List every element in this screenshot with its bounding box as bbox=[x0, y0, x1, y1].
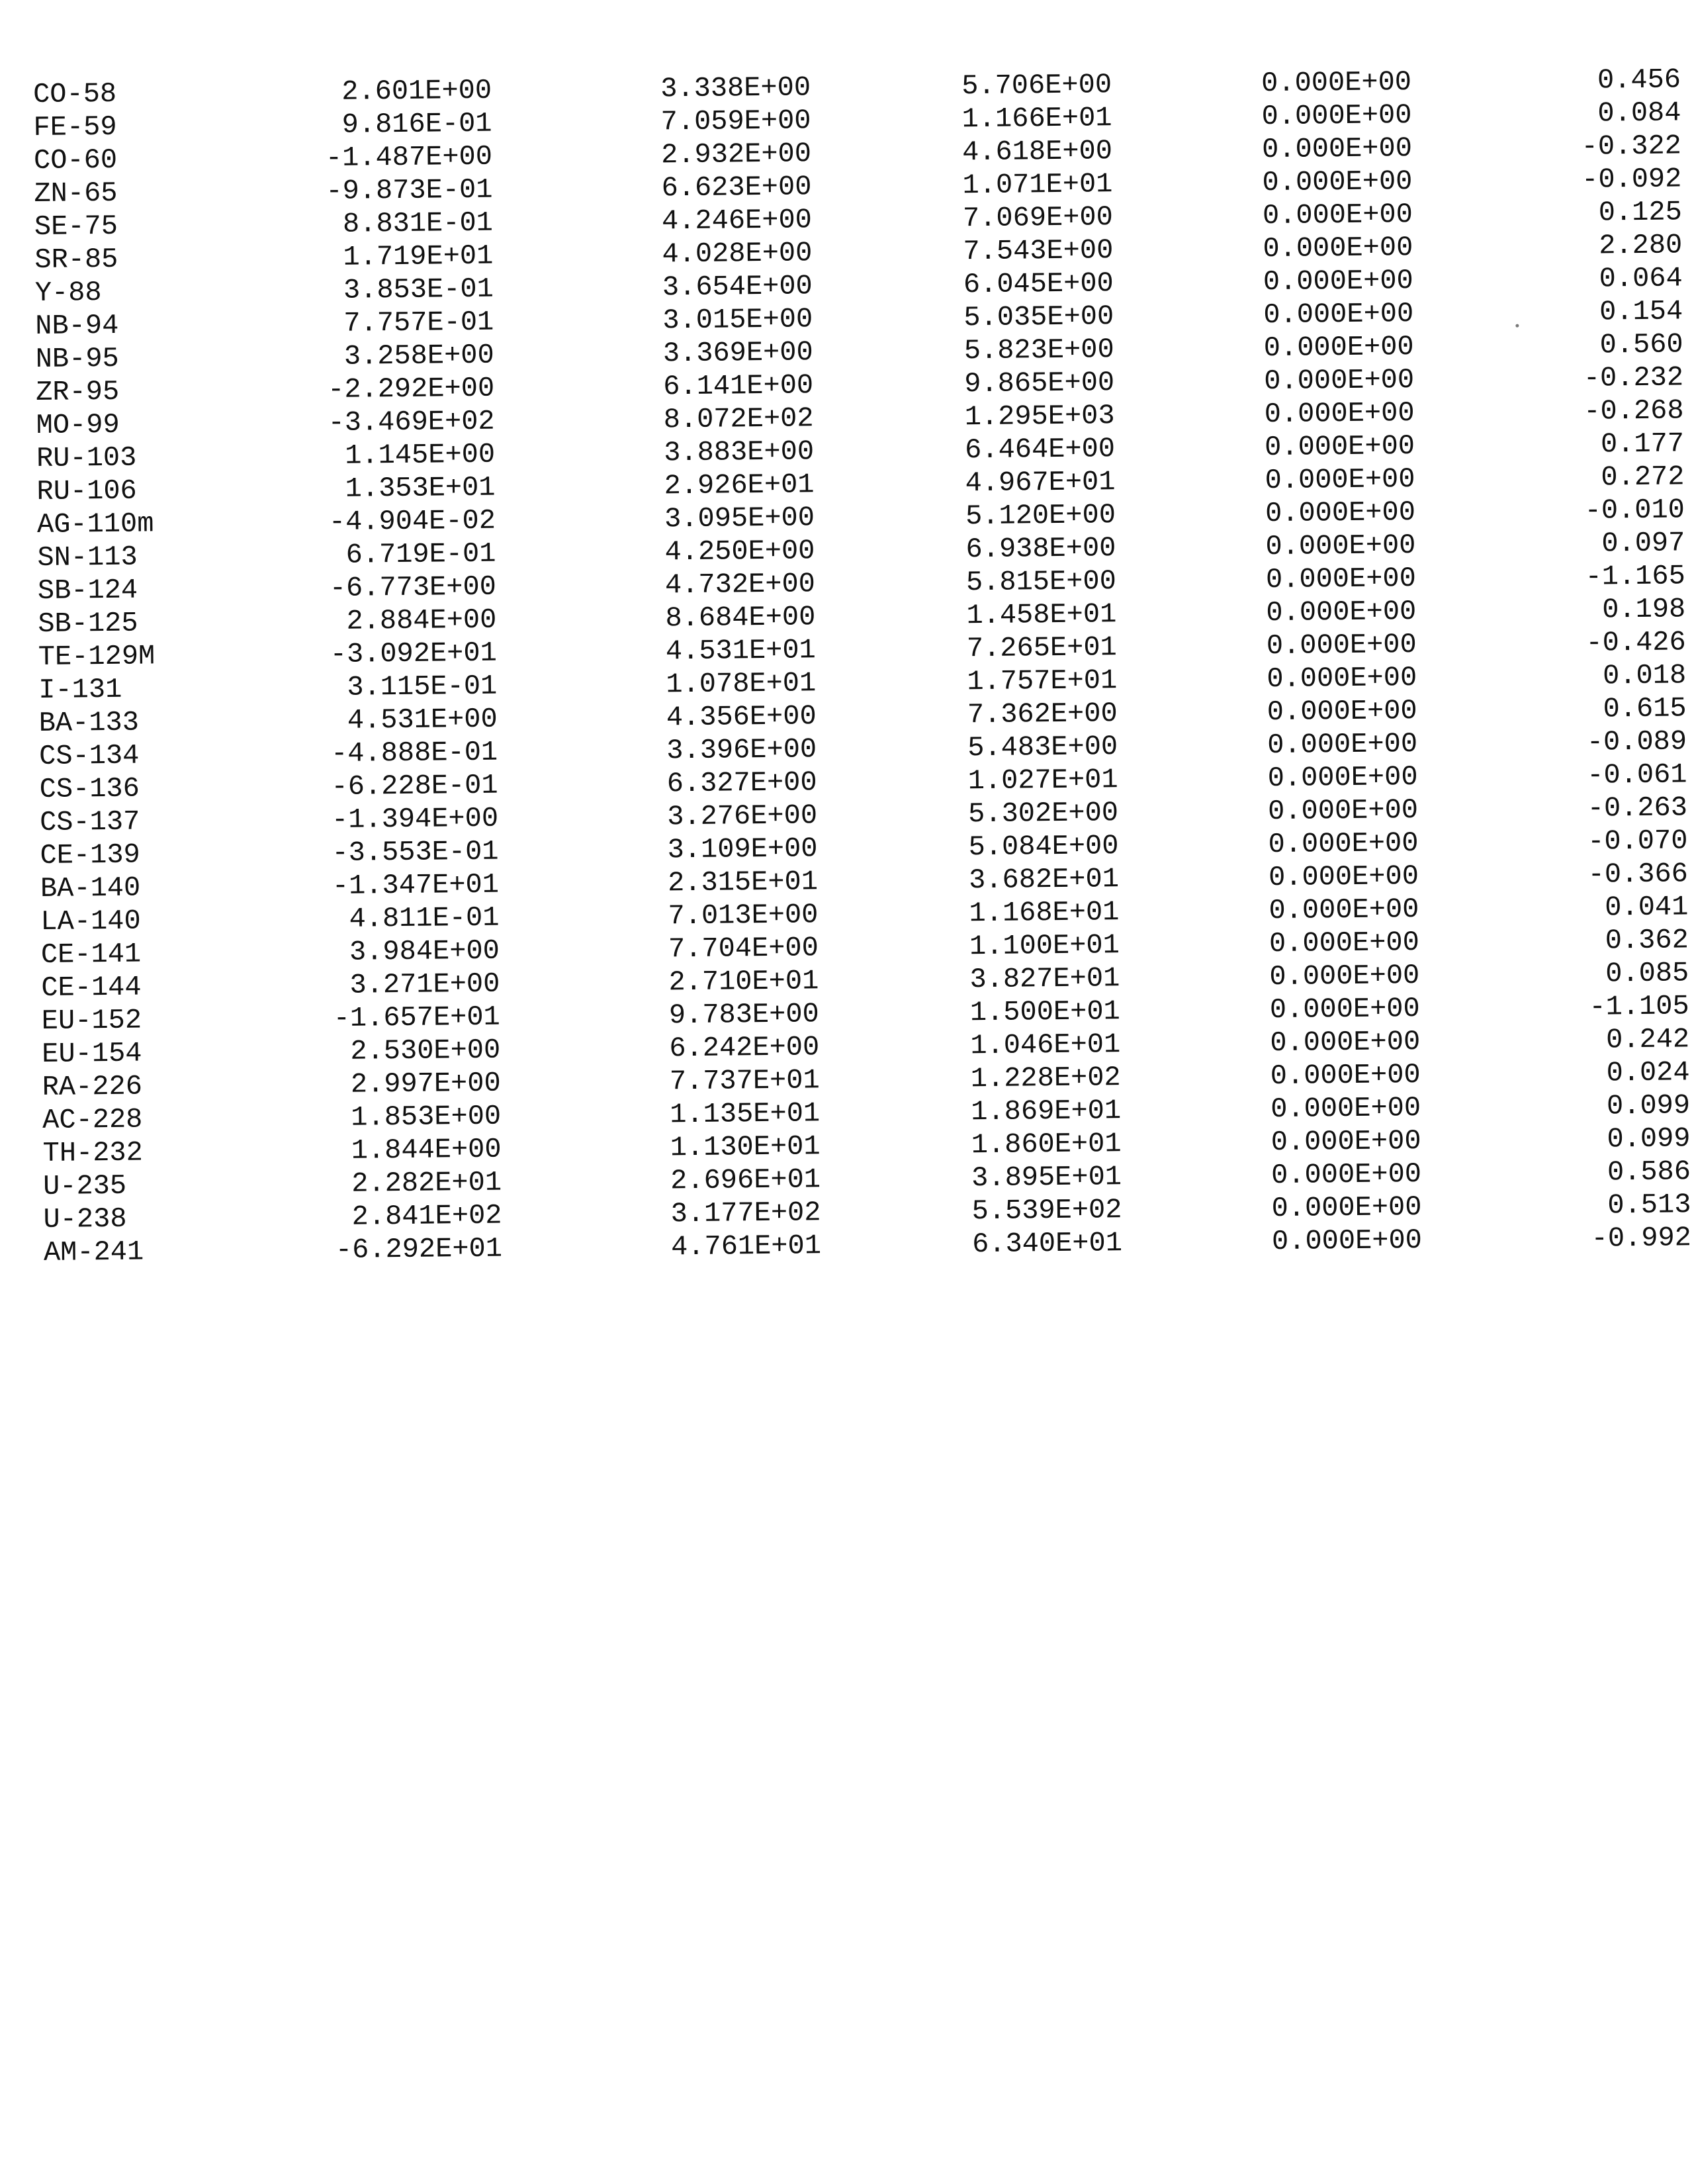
nuclide-name-cell: BA-140 bbox=[40, 872, 141, 905]
value-cell: 0.513 bbox=[1607, 1189, 1691, 1222]
value-cell: -0.061 bbox=[1587, 758, 1687, 792]
value-cell: -0.426 bbox=[1585, 626, 1686, 659]
value-cell: 0.000E+00 bbox=[1264, 364, 1415, 398]
value-cell: 4.356E+00 bbox=[666, 700, 817, 734]
nuclide-name-cell: SE-75 bbox=[34, 210, 118, 243]
value-cell: 7.362E+00 bbox=[967, 698, 1118, 731]
value-cell: 0.000E+00 bbox=[1261, 66, 1412, 100]
value-cell: 7.059E+00 bbox=[660, 105, 811, 138]
value-cell: -1.347E+01 bbox=[332, 868, 500, 902]
value-cell: -1.657E+01 bbox=[333, 1001, 501, 1034]
nuclide-name-cell: Y-88 bbox=[34, 277, 102, 309]
value-cell: 2.696E+01 bbox=[670, 1163, 821, 1197]
value-cell: 2.282E+01 bbox=[351, 1166, 502, 1200]
value-cell: 0.099 bbox=[1606, 1089, 1691, 1122]
value-cell: 7.069E+00 bbox=[962, 201, 1114, 235]
nuclide-name-cell: I-131 bbox=[38, 673, 122, 706]
value-cell: 3.396E+00 bbox=[666, 733, 817, 767]
nuclide-name-cell: TH-232 bbox=[42, 1136, 144, 1169]
value-cell: 1.168E+01 bbox=[969, 896, 1120, 930]
value-cell: -3.553E-01 bbox=[332, 835, 499, 869]
value-cell: 2.997E+00 bbox=[350, 1067, 501, 1101]
value-cell: 0.000E+00 bbox=[1267, 728, 1418, 762]
value-cell: 0.018 bbox=[1602, 659, 1687, 692]
nuclide-name-cell: ZN-65 bbox=[34, 177, 118, 210]
value-cell: 1.869E+01 bbox=[971, 1095, 1122, 1128]
value-cell: 0.362 bbox=[1605, 924, 1689, 957]
value-cell: -6.773E+00 bbox=[329, 570, 497, 604]
value-cell: 2.710E+01 bbox=[668, 965, 819, 999]
value-cell: 0.024 bbox=[1606, 1056, 1690, 1089]
value-cell: 9.865E+00 bbox=[964, 367, 1115, 400]
value-cell: 6.141E+00 bbox=[663, 369, 814, 403]
value-cell: 0.615 bbox=[1603, 692, 1687, 725]
value-cell: 0.000E+00 bbox=[1261, 99, 1412, 133]
nuclide-name-cell: ZR-95 bbox=[35, 375, 120, 408]
nuclide-name-cell: EU-154 bbox=[42, 1037, 142, 1070]
value-cell: 1.757E+01 bbox=[967, 664, 1118, 698]
value-cell: 5.483E+00 bbox=[967, 731, 1118, 764]
value-cell: 3.827E+01 bbox=[969, 962, 1120, 996]
value-cell: 7.757E-01 bbox=[343, 306, 494, 340]
value-cell: 5.815E+00 bbox=[965, 565, 1117, 599]
value-cell: 1.500E+01 bbox=[969, 995, 1120, 1029]
nuclide-name-cell: U-238 bbox=[43, 1203, 127, 1236]
value-cell: 7.543E+00 bbox=[963, 234, 1114, 268]
value-cell: 6.327E+00 bbox=[666, 766, 817, 800]
value-cell: 3.258E+00 bbox=[343, 339, 494, 373]
value-cell: -6.228E-01 bbox=[331, 769, 498, 803]
value-cell: -4.888E-01 bbox=[330, 736, 498, 770]
value-cell: 4.531E+01 bbox=[665, 634, 817, 668]
value-cell: 4.732E+00 bbox=[664, 568, 816, 602]
value-cell: 3.654E+00 bbox=[662, 270, 813, 304]
value-cell: -0.070 bbox=[1587, 825, 1688, 858]
value-cell: -0.010 bbox=[1584, 494, 1685, 527]
value-cell: 0.000E+00 bbox=[1271, 1224, 1423, 1258]
nuclide-name-cell: SB-125 bbox=[38, 607, 138, 640]
value-cell: 0.154 bbox=[1599, 295, 1683, 328]
value-cell: 7.737E+01 bbox=[669, 1064, 820, 1098]
value-cell: 1.145E+00 bbox=[345, 438, 496, 472]
nuclide-name-cell: RA-226 bbox=[42, 1070, 143, 1103]
value-cell: 6.045E+00 bbox=[963, 267, 1114, 301]
value-cell: -9.873E-01 bbox=[326, 173, 493, 207]
value-cell: 3.883E+00 bbox=[664, 435, 815, 469]
value-cell: 0.000E+00 bbox=[1261, 132, 1413, 166]
nuclide-name-cell: SR-85 bbox=[34, 243, 118, 276]
value-cell: -1.165 bbox=[1585, 560, 1686, 593]
value-cell: -0.366 bbox=[1587, 858, 1689, 891]
value-cell: 3.984E+00 bbox=[349, 934, 500, 968]
nuclide-name-cell: CS-134 bbox=[38, 739, 140, 772]
value-cell: 0.000E+00 bbox=[1270, 1026, 1421, 1060]
value-cell: 0.000E+00 bbox=[1269, 993, 1420, 1026]
nuclide-name-cell: CO-60 bbox=[33, 144, 118, 177]
nuclide-results-table bbox=[0, 63, 1694, 1269]
value-cell: 0.000E+00 bbox=[1270, 1059, 1421, 1093]
value-cell: 0.084 bbox=[1597, 97, 1681, 130]
value-cell: 4.967E+01 bbox=[965, 466, 1116, 500]
value-cell: 0.000E+00 bbox=[1262, 165, 1413, 199]
value-cell: 0.000E+00 bbox=[1263, 265, 1413, 298]
value-cell: 3.015E+00 bbox=[662, 303, 813, 337]
value-cell: 0.000E+00 bbox=[1268, 860, 1419, 894]
value-cell: 0.097 bbox=[1601, 527, 1685, 560]
nuclide-name-cell: BA-133 bbox=[38, 706, 140, 739]
value-cell: -4.904E-02 bbox=[328, 504, 496, 538]
value-cell: 3.853E-01 bbox=[343, 273, 494, 306]
value-cell: 3.682E+01 bbox=[968, 863, 1120, 897]
value-cell: 1.228E+02 bbox=[970, 1062, 1121, 1095]
value-cell: -3.092E+01 bbox=[330, 637, 498, 670]
nuclide-name-cell: AC-228 bbox=[42, 1103, 143, 1136]
value-cell: 0.000E+00 bbox=[1264, 430, 1415, 464]
value-cell: 5.823E+00 bbox=[963, 334, 1114, 367]
nuclide-name-cell: RU-103 bbox=[36, 441, 137, 475]
value-cell: 3.177E+02 bbox=[670, 1197, 821, 1230]
value-cell: 0.125 bbox=[1598, 196, 1683, 229]
value-cell: 1.078E+01 bbox=[666, 667, 817, 701]
value-cell: 6.340E+01 bbox=[971, 1227, 1123, 1261]
value-cell: 0.000E+00 bbox=[1266, 629, 1417, 662]
value-cell: 1.166E+01 bbox=[961, 102, 1112, 136]
value-cell: 0.000E+00 bbox=[1263, 232, 1413, 265]
value-cell: 9.783E+00 bbox=[668, 998, 819, 1032]
value-cell: 0.000E+00 bbox=[1267, 695, 1417, 729]
value-cell: 5.035E+00 bbox=[963, 300, 1114, 334]
nuclide-name-cell: CE-144 bbox=[41, 971, 142, 1004]
value-cell: 6.719E-01 bbox=[345, 537, 496, 571]
nuclide-name-cell: CO-58 bbox=[32, 77, 117, 111]
value-cell: 6.242E+00 bbox=[669, 1031, 820, 1065]
value-cell: -0.322 bbox=[1581, 130, 1682, 163]
value-cell: 1.458E+01 bbox=[966, 598, 1117, 632]
value-cell: 0.000E+00 bbox=[1262, 199, 1413, 232]
value-cell: 0.456 bbox=[1597, 64, 1681, 97]
value-cell: 1.353E+01 bbox=[345, 471, 496, 505]
value-cell: 2.926E+01 bbox=[664, 469, 815, 502]
value-cell: 8.072E+02 bbox=[663, 402, 814, 436]
value-cell: 6.938E+00 bbox=[965, 532, 1116, 566]
scan-speck bbox=[1515, 324, 1519, 328]
value-cell: 0.000E+00 bbox=[1264, 397, 1415, 431]
value-cell: 0.272 bbox=[1601, 461, 1685, 494]
value-cell: 1.719E+01 bbox=[343, 240, 494, 273]
value-cell: -6.292E+01 bbox=[335, 1232, 503, 1266]
value-cell: 0.000E+00 bbox=[1263, 298, 1414, 332]
value-cell: 7.265E+01 bbox=[966, 631, 1117, 665]
value-cell: 2.530E+00 bbox=[350, 1034, 501, 1068]
value-cell: 0.000E+00 bbox=[1267, 794, 1419, 828]
value-cell: 3.109E+00 bbox=[667, 833, 818, 866]
value-cell: -1.394E+00 bbox=[331, 802, 499, 836]
value-cell: 6.464E+00 bbox=[964, 433, 1116, 467]
value-cell: -0.992 bbox=[1591, 1222, 1692, 1255]
value-cell: 6.623E+00 bbox=[661, 171, 812, 205]
value-cell: 0.000E+00 bbox=[1270, 1092, 1421, 1126]
value-cell: 0.000E+00 bbox=[1271, 1191, 1422, 1225]
value-cell: 1.046E+01 bbox=[970, 1028, 1121, 1062]
value-cell: -0.089 bbox=[1586, 725, 1687, 758]
value-cell: 2.601E+00 bbox=[341, 74, 492, 108]
value-cell: 5.120E+00 bbox=[965, 499, 1116, 533]
value-cell: 0.000E+00 bbox=[1268, 827, 1419, 861]
nuclide-name-cell: NB-95 bbox=[35, 342, 119, 375]
value-cell: 2.884E+00 bbox=[346, 604, 497, 637]
value-cell: 2.280 bbox=[1599, 229, 1683, 262]
value-cell: 0.586 bbox=[1607, 1156, 1691, 1189]
value-cell: 0.041 bbox=[1605, 891, 1689, 924]
nuclide-name-cell: AM-241 bbox=[43, 1236, 144, 1269]
value-cell: 4.250E+00 bbox=[664, 535, 815, 569]
nuclide-name-cell: CS-136 bbox=[39, 772, 140, 805]
value-cell: 1.130E+01 bbox=[670, 1130, 821, 1164]
value-cell: 2.315E+01 bbox=[667, 866, 819, 899]
value-cell: 0.099 bbox=[1607, 1122, 1691, 1156]
value-cell: 1.853E+00 bbox=[351, 1100, 502, 1134]
value-cell: 8.684E+00 bbox=[665, 601, 816, 635]
value-cell: -1.487E+00 bbox=[325, 140, 493, 174]
value-cell: 0.000E+00 bbox=[1269, 960, 1420, 993]
nuclide-name-cell: SB-124 bbox=[37, 574, 138, 607]
nuclide-name-cell: CE-139 bbox=[40, 839, 141, 872]
value-cell: 0.000E+00 bbox=[1267, 662, 1417, 696]
value-cell: 0.085 bbox=[1605, 957, 1689, 990]
nuclide-name-cell: TE-129M bbox=[38, 640, 156, 673]
value-cell: 0.000E+00 bbox=[1267, 761, 1418, 795]
value-cell: 1.860E+01 bbox=[971, 1128, 1122, 1161]
value-cell: 1.295E+03 bbox=[964, 400, 1115, 433]
value-cell: 4.531E+00 bbox=[347, 703, 498, 737]
nuclide-name-cell: AG-110m bbox=[36, 508, 154, 541]
nuclide-name-cell: U-235 bbox=[42, 1169, 127, 1203]
nuclide-name-cell: EU-152 bbox=[41, 1004, 142, 1037]
value-cell: 0.242 bbox=[1605, 1023, 1690, 1056]
nuclide-name-cell: RU-106 bbox=[36, 475, 138, 508]
value-cell: 0.000E+00 bbox=[1266, 596, 1417, 629]
value-cell: 0.560 bbox=[1599, 328, 1683, 361]
value-cell: 4.811E-01 bbox=[349, 901, 500, 935]
value-cell: 3.276E+00 bbox=[667, 799, 818, 833]
value-cell: 3.115E-01 bbox=[347, 670, 498, 704]
value-cell: -0.092 bbox=[1581, 163, 1682, 196]
value-cell: 5.539E+02 bbox=[971, 1194, 1122, 1228]
value-cell: -0.263 bbox=[1587, 792, 1688, 825]
value-cell: 3.369E+00 bbox=[662, 336, 813, 370]
value-cell: 0.000E+00 bbox=[1270, 1125, 1421, 1159]
value-cell: 0.000E+00 bbox=[1263, 331, 1414, 365]
value-cell: 3.895E+01 bbox=[971, 1161, 1122, 1195]
value-cell: 0.000E+00 bbox=[1265, 563, 1417, 596]
value-cell: 0.177 bbox=[1600, 428, 1685, 461]
value-cell: 8.831E-01 bbox=[342, 206, 494, 240]
value-cell: 4.246E+00 bbox=[661, 204, 813, 238]
value-cell: 7.013E+00 bbox=[668, 899, 819, 933]
value-cell: 9.816E-01 bbox=[341, 107, 492, 141]
nuclide-name-cell: FE-59 bbox=[33, 111, 117, 144]
value-cell: -0.268 bbox=[1583, 394, 1684, 428]
value-cell: 0.000E+00 bbox=[1270, 1158, 1422, 1192]
value-cell: 1.100E+01 bbox=[969, 929, 1120, 963]
value-cell: 5.706E+00 bbox=[961, 69, 1112, 103]
value-cell: -3.469E+02 bbox=[328, 405, 495, 439]
value-cell: 0.064 bbox=[1599, 262, 1683, 295]
value-cell: 1.071E+01 bbox=[962, 168, 1113, 202]
nuclide-name-cell: LA-140 bbox=[40, 905, 141, 938]
value-cell: 0.000E+00 bbox=[1265, 496, 1416, 530]
value-cell: 4.618E+00 bbox=[961, 135, 1113, 169]
value-cell: -0.232 bbox=[1583, 361, 1684, 394]
value-cell: 0.000E+00 bbox=[1265, 529, 1416, 563]
value-cell: 4.028E+00 bbox=[662, 237, 813, 271]
value-cell: 3.338E+00 bbox=[660, 71, 811, 105]
value-cell: 0.000E+00 bbox=[1269, 927, 1420, 960]
value-cell: 1.135E+01 bbox=[670, 1097, 821, 1131]
nuclide-name-cell: CS-137 bbox=[39, 805, 140, 839]
nuclide-name-cell: NB-94 bbox=[35, 309, 119, 342]
value-cell: 2.841E+02 bbox=[351, 1199, 502, 1233]
value-cell: 5.302E+00 bbox=[967, 797, 1119, 831]
value-cell: -1.105 bbox=[1589, 990, 1689, 1023]
value-cell: 7.704E+00 bbox=[668, 932, 819, 966]
value-cell: 0.000E+00 bbox=[1269, 893, 1419, 927]
value-cell: 3.095E+00 bbox=[664, 502, 815, 535]
value-cell: 4.761E+01 bbox=[670, 1230, 822, 1263]
value-cell: 2.932E+00 bbox=[660, 138, 812, 171]
value-cell: 0.198 bbox=[1602, 593, 1686, 626]
value-cell: 3.271E+00 bbox=[349, 968, 500, 1001]
nuclide-name-cell: CE-141 bbox=[40, 938, 142, 971]
value-cell: 5.084E+00 bbox=[968, 830, 1119, 864]
value-cell: 0.000E+00 bbox=[1265, 463, 1415, 497]
value-cell: -2.292E+00 bbox=[327, 372, 495, 406]
nuclide-name-cell: SN-113 bbox=[37, 541, 138, 574]
value-cell: 1.027E+01 bbox=[967, 764, 1118, 797]
nuclide-name-cell: MO-99 bbox=[36, 408, 120, 441]
value-cell: 1.844E+00 bbox=[351, 1133, 502, 1167]
